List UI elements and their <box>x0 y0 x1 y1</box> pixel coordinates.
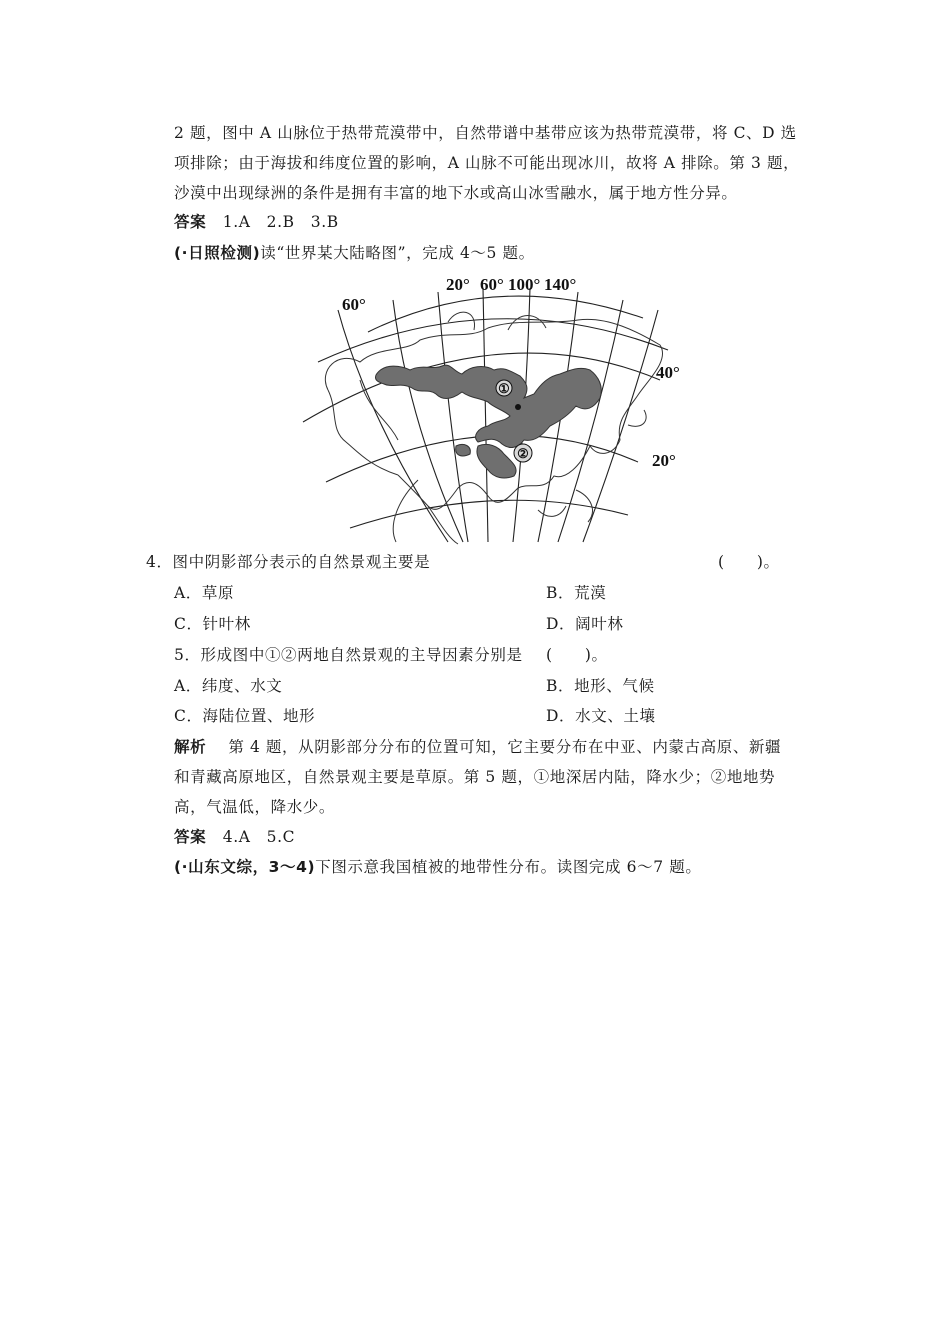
analysis-row-1 <box>174 736 781 758</box>
latitude-label-40: 40° <box>656 363 680 382</box>
question-4-bracket: ( )。 <box>718 553 780 571</box>
city-dot <box>515 404 521 410</box>
longitude-label-60: 60° <box>480 275 504 294</box>
shaded-region <box>456 444 471 456</box>
meridian-line <box>483 288 488 542</box>
analysis-row-2: 和青藏高原地区，自然景观主要是草原。第 5 题，①地深居内陆，降水少；②地地势 <box>174 768 776 786</box>
source-label: (·山东文综，3～4) <box>174 858 316 876</box>
source-row-2 <box>174 856 701 878</box>
analysis-label: 解析 <box>174 738 207 756</box>
longitude-label-100: 100° <box>508 275 541 294</box>
option-4d[interactable]: D．阔叶林 <box>546 615 624 633</box>
longitude-label-20: 20° <box>446 275 470 294</box>
option-5b[interactable]: B．地形、气候 <box>546 677 655 695</box>
coastline <box>628 410 646 426</box>
analysis-line-1: 2 题，图中 A 山脉位于热带荒漠带中，自然带谱中基带应该为热带荒漠带，将 C、D 选 <box>174 124 797 142</box>
analysis-text-1: 第 4 题，从阴影部分分布的位置可知，它主要分布在中亚、内蒙古高原、新疆 <box>228 738 782 756</box>
question-5-stem: 5．形成图中①②两地自然景观的主导因素分别是 <box>174 646 523 664</box>
parallel-line <box>368 296 643 332</box>
answer-row-1 <box>174 211 339 233</box>
answer-text: 4.A 5.C <box>222 828 296 846</box>
source-row-1 <box>174 242 535 264</box>
answer-label: 答案 <box>174 213 207 231</box>
latitude-label-60: 60° <box>342 295 366 314</box>
option-5a[interactable]: A．纬度、水文 <box>174 677 283 695</box>
source-text: 读“世界某大陆略图”，完成 4～5 题。 <box>260 244 535 262</box>
option-5d[interactable]: D．水文、土壤 <box>546 707 656 725</box>
marker-2-label: ② <box>517 446 529 461</box>
parallel-line <box>350 500 628 528</box>
option-4c[interactable]: C．针叶林 <box>174 615 251 633</box>
meridian-line <box>558 300 623 542</box>
option-4a[interactable]: A．草原 <box>174 584 235 602</box>
source-text: 下图示意我国植被的地带性分布。读图完成 6～7 题。 <box>315 858 702 876</box>
option-5c[interactable]: C．海陆位置、地形 <box>174 707 316 725</box>
answer-text: 1.A 2.B 3.B <box>222 213 339 231</box>
analysis-line-2: 项排除；由于海拔和纬度位置的影响，A 山脉不可能出现冰川，故将 A 排除。第 3 题， <box>174 154 800 172</box>
longitude-label-140: 140° <box>544 275 577 294</box>
shaded-region <box>375 365 601 447</box>
answer-label: 答案 <box>174 828 207 846</box>
coastline <box>428 506 458 544</box>
coastline <box>538 506 566 516</box>
latitude-label-20: 20° <box>652 451 676 470</box>
option-4b[interactable]: B．荒漠 <box>546 584 607 602</box>
source-label: (·日照检测) <box>174 244 261 262</box>
answer-row-2 <box>174 826 295 848</box>
continent-sketch-map <box>298 270 692 546</box>
shaded-region <box>477 444 516 478</box>
question-4-stem: 4．图中阴影部分表示的自然景观主要是 <box>146 553 431 571</box>
marker-1-label: ① <box>498 381 510 396</box>
analysis-line-3: 沙漠中出现绿洲的条件是拥有丰富的地下水或高山冰雪融水，属于地方性分异。 <box>174 184 738 202</box>
analysis-row-3: 高，气温低，降水少。 <box>174 798 336 816</box>
question-5-bracket: ( )。 <box>546 646 608 664</box>
